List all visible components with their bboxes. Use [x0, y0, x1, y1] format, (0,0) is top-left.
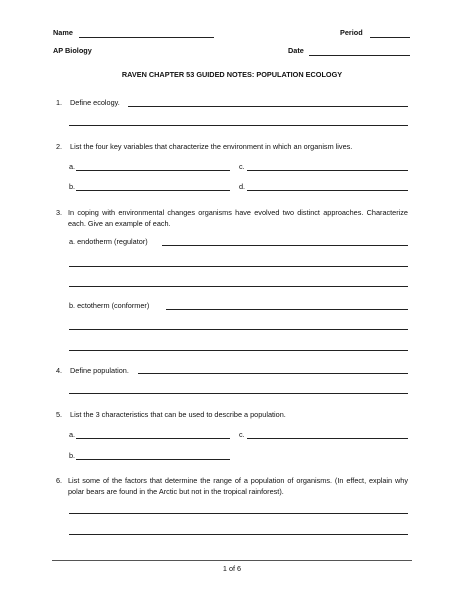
option-c-field[interactable]: [247, 170, 408, 171]
footer-divider: [52, 560, 412, 561]
question-5: 5. List the 3 characteristics that can be used to describe a population.: [56, 410, 286, 419]
option-b-label: b.: [69, 451, 76, 460]
option-a-label: a.: [69, 430, 76, 439]
answer-line[interactable]: [69, 513, 408, 514]
answer-line[interactable]: [166, 309, 408, 310]
name-label: Name: [53, 28, 73, 37]
date-label: Date: [288, 46, 304, 55]
answer-line[interactable]: [162, 245, 408, 246]
question-5-text: List the 3 characteristics that can be used to describe a population.: [70, 410, 286, 419]
part-a-label: a. endotherm (regulator): [69, 237, 148, 246]
option-d-field[interactable]: [247, 190, 408, 191]
answer-line[interactable]: [69, 534, 408, 535]
course-label: AP Biology: [53, 46, 92, 55]
answer-line[interactable]: [69, 286, 408, 287]
option-b-label: b.: [69, 182, 76, 191]
option-a-label: a.: [69, 162, 76, 171]
page-number: 1 of 6: [222, 564, 242, 573]
option-a-field[interactable]: [76, 170, 230, 171]
question-1-text: Define ecology.: [70, 98, 120, 107]
answer-line[interactable]: [69, 393, 408, 394]
option-c-field[interactable]: [247, 438, 408, 439]
page-title: RAVEN CHAPTER 53 GUIDED NOTES: POPULATION ECOLOGY: [121, 70, 343, 79]
option-b-field[interactable]: [76, 459, 230, 460]
question-1: 1. Define ecology.: [56, 98, 120, 107]
answer-line[interactable]: [69, 266, 408, 267]
option-a-field[interactable]: [76, 438, 230, 439]
question-4: 4. Define population.: [56, 366, 129, 375]
question-3-text: In coping with environmental changes organisms have evolved two distinct approaches. Characterize each. Give an example of each.: [68, 208, 408, 228]
question-2: 2. List the four key variables that characterize the environment in which an organism lives.: [56, 142, 353, 151]
question-6-text: List some of the factors that determine the range of a population of organisms. (In effect, explain why polar bears are found in the Arctic but not in the tropical rainforest).: [68, 476, 408, 496]
answer-line[interactable]: [69, 350, 408, 351]
question-2-text: List the four key variables that characterize the environment in which an organism lives.: [70, 142, 353, 151]
question-4-text: Define population.: [70, 366, 129, 375]
name-field[interactable]: [79, 37, 214, 38]
period-label: Period: [340, 28, 363, 37]
answer-line[interactable]: [128, 106, 408, 107]
option-d-label: d.: [239, 182, 246, 191]
part-b-label: b. ectotherm (conformer): [69, 301, 150, 310]
answer-line[interactable]: [138, 373, 408, 374]
question-6: 6. List some of the factors that determine the range of a population of organisms. (In effect, explain why polar bears are found in the Arctic but not in the tropical rainforest).: [56, 476, 408, 496]
answer-line[interactable]: [69, 329, 408, 330]
question-3: 3. In coping with environmental changes organisms have evolved two distinct approaches. Characterize each. Give an example of each.: [56, 208, 408, 228]
period-field[interactable]: [370, 37, 410, 38]
option-b-field[interactable]: [76, 190, 230, 191]
date-field[interactable]: [309, 55, 410, 56]
answer-line[interactable]: [69, 125, 408, 126]
option-c-label: c.: [239, 162, 245, 171]
option-c-label: c.: [239, 430, 245, 439]
